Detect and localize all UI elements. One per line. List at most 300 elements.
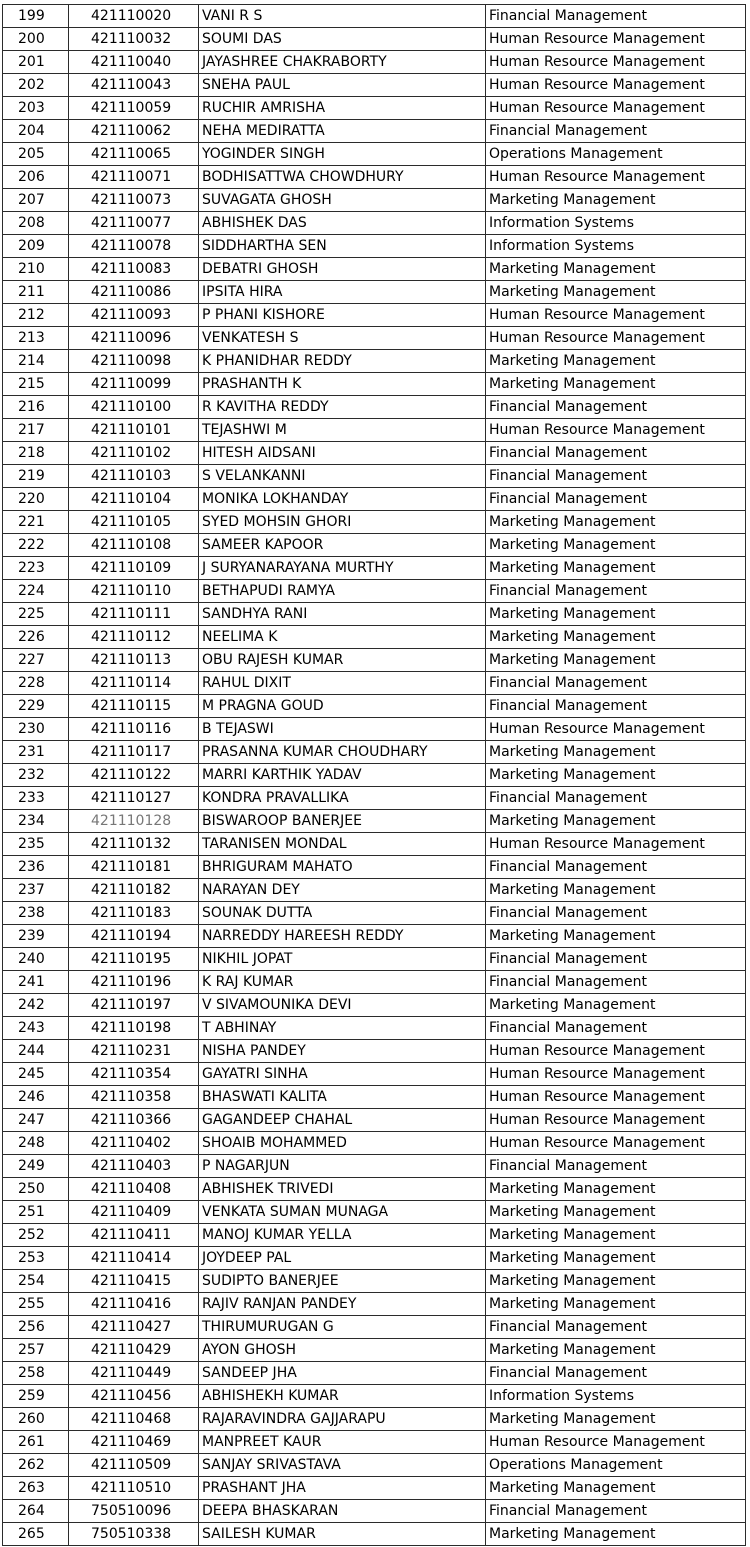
table-row (3, 1109, 746, 1132)
table-row (3, 718, 746, 741)
student-name-cell: HITESH AIDSANI (199, 442, 486, 465)
serial-number-cell: 248 (3, 1132, 69, 1155)
table-body (3, 5, 746, 1546)
specialization-cell: Human Resource Management (486, 419, 746, 442)
specialization-cell: Marketing Management (486, 189, 746, 212)
student-name-cell: PRASHANTH K (199, 373, 486, 396)
roll-number-cell: 421110198 (69, 1017, 199, 1040)
table-row (3, 1040, 746, 1063)
table-row (3, 28, 746, 51)
serial-number-cell: 243 (3, 1017, 69, 1040)
table-row (3, 488, 746, 511)
student-name-cell: SHOAIB MOHAMMED (199, 1132, 486, 1155)
specialization-cell: Human Resource Management (486, 51, 746, 74)
table-row (3, 580, 746, 603)
specialization-cell: Marketing Management (486, 1224, 746, 1247)
table-row (3, 603, 746, 626)
roll-number-cell: 421110043 (69, 74, 199, 97)
student-name-cell: GAYATRI SINHA (199, 1063, 486, 1086)
roll-number-cell: 421110408 (69, 1178, 199, 1201)
roll-number-cell: 421110197 (69, 994, 199, 1017)
serial-number-cell: 251 (3, 1201, 69, 1224)
roll-number-cell: 421110456 (69, 1385, 199, 1408)
roll-number-cell: 421110104 (69, 488, 199, 511)
serial-number-cell: 216 (3, 396, 69, 419)
student-name-cell: K RAJ KUMAR (199, 971, 486, 994)
student-name-cell: SIDDHARTHA SEN (199, 235, 486, 258)
specialization-cell: Financial Management (486, 1017, 746, 1040)
table-row (3, 1431, 746, 1454)
student-name-cell: VANI R S (199, 5, 486, 28)
specialization-cell: Human Resource Management (486, 166, 746, 189)
table-row (3, 1523, 746, 1546)
serial-number-cell: 230 (3, 718, 69, 741)
specialization-cell: Marketing Management (486, 258, 746, 281)
student-name-cell: RAHUL DIXIT (199, 672, 486, 695)
student-name-cell: SANDEEP JHA (199, 1362, 486, 1385)
student-name-cell: SAILESH KUMAR (199, 1523, 486, 1546)
student-name-cell: BHRIGURAM MAHATO (199, 856, 486, 879)
serial-number-cell: 249 (3, 1155, 69, 1178)
student-name-cell: MANPREET KAUR (199, 1431, 486, 1454)
serial-number-cell: 215 (3, 373, 69, 396)
roll-number-cell: 421110059 (69, 97, 199, 120)
specialization-cell: Marketing Management (486, 534, 746, 557)
serial-number-cell: 245 (3, 1063, 69, 1086)
roll-number-cell: 421110078 (69, 235, 199, 258)
serial-number-cell: 235 (3, 833, 69, 856)
specialization-cell: Human Resource Management (486, 1132, 746, 1155)
serial-number-cell: 223 (3, 557, 69, 580)
serial-number-cell: 257 (3, 1339, 69, 1362)
specialization-cell: Human Resource Management (486, 97, 746, 120)
serial-number-cell: 236 (3, 856, 69, 879)
serial-number-cell: 207 (3, 189, 69, 212)
specialization-cell: Financial Management (486, 856, 746, 879)
roll-number-cell: 421110108 (69, 534, 199, 557)
serial-number-cell: 201 (3, 51, 69, 74)
roll-number-cell: 421110077 (69, 212, 199, 235)
table-row (3, 1178, 746, 1201)
student-name-cell: TARANISEN MONDAL (199, 833, 486, 856)
serial-number-cell: 265 (3, 1523, 69, 1546)
roll-number-cell: 421110132 (69, 833, 199, 856)
student-name-cell: OBU RAJESH KUMAR (199, 649, 486, 672)
student-name-cell: DEEPA BHASKARAN (199, 1500, 486, 1523)
roll-number-cell: 421110062 (69, 120, 199, 143)
student-name-cell: AYON GHOSH (199, 1339, 486, 1362)
table-row (3, 649, 746, 672)
student-name-cell: NEELIMA K (199, 626, 486, 649)
serial-number-cell: 234 (3, 810, 69, 833)
table-row (3, 1086, 746, 1109)
serial-number-cell: 217 (3, 419, 69, 442)
serial-number-cell: 204 (3, 120, 69, 143)
serial-number-cell: 219 (3, 465, 69, 488)
specialization-cell: Marketing Management (486, 1178, 746, 1201)
roll-number-cell: 421110183 (69, 902, 199, 925)
student-name-cell: J SURYANARAYANA MURTHY (199, 557, 486, 580)
table-row (3, 833, 746, 856)
serial-number-cell: 218 (3, 442, 69, 465)
roll-number-cell: 421110127 (69, 787, 199, 810)
serial-number-cell: 226 (3, 626, 69, 649)
table-row (3, 810, 746, 833)
student-name-cell: S VELANKANNI (199, 465, 486, 488)
roll-number-cell: 421110102 (69, 442, 199, 465)
serial-number-cell: 255 (3, 1293, 69, 1316)
table-row (3, 442, 746, 465)
specialization-cell: Financial Management (486, 902, 746, 925)
specialization-cell: Marketing Management (486, 603, 746, 626)
table-row (3, 948, 746, 971)
student-name-cell: JAYASHREE CHAKRABORTY (199, 51, 486, 74)
student-name-cell: SUDIPTO BANERJEE (199, 1270, 486, 1293)
student-name-cell: RAJIV RANJAN PANDEY (199, 1293, 486, 1316)
student-name-cell: SOUMI DAS (199, 28, 486, 51)
student-name-cell: RAJARAVINDRA GAJJARAPU (199, 1408, 486, 1431)
student-name-cell: SANDHYA RANI (199, 603, 486, 626)
roll-number-cell: 750510096 (69, 1500, 199, 1523)
table-row (3, 856, 746, 879)
table-row (3, 281, 746, 304)
specialization-cell: Human Resource Management (486, 74, 746, 97)
serial-number-cell: 253 (3, 1247, 69, 1270)
student-name-cell: PRASANNA KUMAR CHOUDHARY (199, 741, 486, 764)
student-name-cell: KONDRA PRAVALLIKA (199, 787, 486, 810)
specialization-cell: Human Resource Management (486, 1431, 746, 1454)
table-row (3, 465, 746, 488)
serial-number-cell: 229 (3, 695, 69, 718)
table-row (3, 1339, 746, 1362)
roll-number-cell: 421110073 (69, 189, 199, 212)
student-name-cell: T ABHINAY (199, 1017, 486, 1040)
serial-number-cell: 220 (3, 488, 69, 511)
serial-number-cell: 221 (3, 511, 69, 534)
roll-number-cell: 421110429 (69, 1339, 199, 1362)
roll-number-cell: 421110112 (69, 626, 199, 649)
table-row (3, 787, 746, 810)
specialization-cell: Financial Management (486, 1500, 746, 1523)
specialization-cell: Financial Management (486, 442, 746, 465)
serial-number-cell: 224 (3, 580, 69, 603)
specialization-cell: Human Resource Management (486, 28, 746, 51)
table-row (3, 373, 746, 396)
table-row (3, 74, 746, 97)
roll-number-cell: 421110111 (69, 603, 199, 626)
roll-number-cell: 421110414 (69, 1247, 199, 1270)
table-row (3, 971, 746, 994)
table-row (3, 350, 746, 373)
roll-number-cell: 421110105 (69, 511, 199, 534)
specialization-cell: Human Resource Management (486, 1086, 746, 1109)
student-name-cell: SANJAY SRIVASTAVA (199, 1454, 486, 1477)
table-row (3, 557, 746, 580)
table-row (3, 1270, 746, 1293)
roll-number-cell: 421110109 (69, 557, 199, 580)
serial-number-cell: 246 (3, 1086, 69, 1109)
table-row (3, 419, 746, 442)
roll-number-cell: 421110510 (69, 1477, 199, 1500)
roll-number-cell: 421110196 (69, 971, 199, 994)
table-row (3, 396, 746, 419)
table-row (3, 741, 746, 764)
serial-number-cell: 214 (3, 350, 69, 373)
student-name-cell: K PHANIDHAR REDDY (199, 350, 486, 373)
table-row (3, 879, 746, 902)
roll-number-cell: 421110114 (69, 672, 199, 695)
student-name-cell: NARREDDY HAREESH REDDY (199, 925, 486, 948)
roll-number-cell: 421110110 (69, 580, 199, 603)
roll-number-cell: 421110116 (69, 718, 199, 741)
specialization-cell: Human Resource Management (486, 718, 746, 741)
student-name-cell: NIKHIL JOPAT (199, 948, 486, 971)
student-name-cell: VENKATA SUMAN MUNAGA (199, 1201, 486, 1224)
specialization-cell: Financial Management (486, 971, 746, 994)
serial-number-cell: 202 (3, 74, 69, 97)
student-specialization-table (2, 4, 746, 1546)
serial-number-cell: 239 (3, 925, 69, 948)
student-name-cell: R KAVITHA REDDY (199, 396, 486, 419)
roll-number-cell: 421110366 (69, 1109, 199, 1132)
student-name-cell: SAMEER KAPOOR (199, 534, 486, 557)
serial-number-cell: 209 (3, 235, 69, 258)
specialization-cell: Financial Management (486, 1155, 746, 1178)
specialization-cell: Information Systems (486, 235, 746, 258)
specialization-cell: Marketing Management (486, 1339, 746, 1362)
roll-number-cell: 421110096 (69, 327, 199, 350)
serial-number-cell: 206 (3, 166, 69, 189)
specialization-cell: Financial Management (486, 488, 746, 511)
student-name-cell: BODHISATTWA CHOWDHURY (199, 166, 486, 189)
table-row (3, 672, 746, 695)
specialization-cell: Financial Management (486, 465, 746, 488)
roll-number-cell: 421110101 (69, 419, 199, 442)
student-name-cell: ABHISHEK TRIVEDI (199, 1178, 486, 1201)
specialization-cell: Operations Management (486, 143, 746, 166)
roll-number-cell: 421110416 (69, 1293, 199, 1316)
serial-number-cell: 241 (3, 971, 69, 994)
serial-number-cell: 258 (3, 1362, 69, 1385)
specialization-cell: Information Systems (486, 212, 746, 235)
roll-number-cell: 421110032 (69, 28, 199, 51)
roll-number-cell: 421110182 (69, 879, 199, 902)
serial-number-cell: 238 (3, 902, 69, 925)
specialization-cell: Information Systems (486, 1385, 746, 1408)
roll-number-cell: 421110354 (69, 1063, 199, 1086)
student-name-cell: P NAGARJUN (199, 1155, 486, 1178)
roll-number-cell: 421110122 (69, 764, 199, 787)
specialization-cell: Financial Management (486, 120, 746, 143)
roll-number-cell: 421110403 (69, 1155, 199, 1178)
specialization-cell: Marketing Management (486, 626, 746, 649)
specialization-cell: Marketing Management (486, 649, 746, 672)
serial-number-cell: 250 (3, 1178, 69, 1201)
specialization-cell: Financial Management (486, 396, 746, 419)
serial-number-cell: 237 (3, 879, 69, 902)
serial-number-cell: 199 (3, 5, 69, 28)
specialization-cell: Human Resource Management (486, 1040, 746, 1063)
specialization-cell: Marketing Management (486, 1201, 746, 1224)
student-name-cell: JOYDEEP PAL (199, 1247, 486, 1270)
specialization-cell: Financial Management (486, 672, 746, 695)
specialization-cell: Marketing Management (486, 764, 746, 787)
specialization-cell: Financial Management (486, 695, 746, 718)
specialization-cell: Marketing Management (486, 810, 746, 833)
specialization-cell: Marketing Management (486, 557, 746, 580)
serial-number-cell: 247 (3, 1109, 69, 1132)
roll-number-cell: 750510338 (69, 1523, 199, 1546)
table-row (3, 1247, 746, 1270)
roll-number-cell: 421110194 (69, 925, 199, 948)
serial-number-cell: 252 (3, 1224, 69, 1247)
roll-number-cell: 421110093 (69, 304, 199, 327)
student-name-cell: DEBATRI GHOSH (199, 258, 486, 281)
specialization-cell: Marketing Management (486, 281, 746, 304)
roll-number-cell: 421110449 (69, 1362, 199, 1385)
table-row (3, 120, 746, 143)
specialization-cell: Marketing Management (486, 1477, 746, 1500)
roll-number-cell: 421110469 (69, 1431, 199, 1454)
student-name-cell: VENKATESH S (199, 327, 486, 350)
roll-number-cell: 421110509 (69, 1454, 199, 1477)
specialization-cell: Marketing Management (486, 511, 746, 534)
serial-number-cell: 259 (3, 1385, 69, 1408)
roll-number-cell: 421110040 (69, 51, 199, 74)
roll-number-cell: 421110071 (69, 166, 199, 189)
serial-number-cell: 242 (3, 994, 69, 1017)
table-row (3, 695, 746, 718)
student-name-cell: SNEHA PAUL (199, 74, 486, 97)
table-row (3, 5, 746, 28)
specialization-cell: Marketing Management (486, 350, 746, 373)
roll-number-cell: 421110086 (69, 281, 199, 304)
student-name-cell: YOGINDER SINGH (199, 143, 486, 166)
specialization-cell: Financial Management (486, 1316, 746, 1339)
roll-number-cell: 421110427 (69, 1316, 199, 1339)
specialization-cell: Financial Management (486, 787, 746, 810)
specialization-cell: Marketing Management (486, 1270, 746, 1293)
student-name-cell: RUCHIR AMRISHA (199, 97, 486, 120)
serial-number-cell: 264 (3, 1500, 69, 1523)
specialization-cell: Marketing Management (486, 994, 746, 1017)
serial-number-cell: 254 (3, 1270, 69, 1293)
student-name-cell: NARAYAN DEY (199, 879, 486, 902)
student-name-cell: SUVAGATA GHOSH (199, 189, 486, 212)
specialization-cell: Financial Management (486, 948, 746, 971)
table-row (3, 1408, 746, 1431)
student-name-cell: NISHA PANDEY (199, 1040, 486, 1063)
table-row (3, 511, 746, 534)
serial-number-cell: 222 (3, 534, 69, 557)
table-row (3, 1362, 746, 1385)
roll-number-cell: 421110083 (69, 258, 199, 281)
student-name-cell: MANOJ KUMAR YELLA (199, 1224, 486, 1247)
serial-number-cell: 232 (3, 764, 69, 787)
student-name-cell: BISWAROOP BANERJEE (199, 810, 486, 833)
serial-number-cell: 211 (3, 281, 69, 304)
student-name-cell: ABHISHEKH KUMAR (199, 1385, 486, 1408)
serial-number-cell: 227 (3, 649, 69, 672)
table-row (3, 1224, 746, 1247)
roll-number-cell: 421110231 (69, 1040, 199, 1063)
roll-number-cell: 421110098 (69, 350, 199, 373)
roll-number-cell: 421110115 (69, 695, 199, 718)
table-row (3, 327, 746, 350)
table-row (3, 1063, 746, 1086)
serial-number-cell: 228 (3, 672, 69, 695)
specialization-cell: Marketing Management (486, 925, 746, 948)
table-row (3, 1293, 746, 1316)
specialization-cell: Operations Management (486, 1454, 746, 1477)
specialization-cell: Human Resource Management (486, 1063, 746, 1086)
table-row (3, 189, 746, 212)
specialization-cell: Financial Management (486, 1362, 746, 1385)
serial-number-cell: 262 (3, 1454, 69, 1477)
table-row (3, 212, 746, 235)
roll-number-cell: 421110065 (69, 143, 199, 166)
table-row (3, 1017, 746, 1040)
specialization-cell: Marketing Management (486, 741, 746, 764)
roll-number-cell: 421110402 (69, 1132, 199, 1155)
roll-number-cell: 421110468 (69, 1408, 199, 1431)
table-row (3, 925, 746, 948)
roll-number-cell: 421110128 (69, 810, 199, 833)
serial-number-cell: 212 (3, 304, 69, 327)
table-row (3, 1454, 746, 1477)
roll-number-cell: 421110415 (69, 1270, 199, 1293)
serial-number-cell: 244 (3, 1040, 69, 1063)
roll-number-cell: 421110103 (69, 465, 199, 488)
table-row (3, 1477, 746, 1500)
specialization-cell: Marketing Management (486, 1247, 746, 1270)
specialization-cell: Marketing Management (486, 1523, 746, 1546)
serial-number-cell: 208 (3, 212, 69, 235)
serial-number-cell: 210 (3, 258, 69, 281)
specialization-cell: Human Resource Management (486, 327, 746, 350)
table-row (3, 626, 746, 649)
serial-number-cell: 240 (3, 948, 69, 971)
student-name-cell: P PHANI KISHORE (199, 304, 486, 327)
student-name-cell: NEHA MEDIRATTA (199, 120, 486, 143)
roll-number-cell: 421110409 (69, 1201, 199, 1224)
student-name-cell: V SIVAMOUNIKA DEVI (199, 994, 486, 1017)
specialization-cell: Financial Management (486, 5, 746, 28)
table-row (3, 1385, 746, 1408)
roll-number-cell: 421110100 (69, 396, 199, 419)
table-row (3, 1132, 746, 1155)
student-name-cell: M PRAGNA GOUD (199, 695, 486, 718)
student-name-cell: SOUNAK DUTTA (199, 902, 486, 925)
serial-number-cell: 225 (3, 603, 69, 626)
roll-number-cell: 421110020 (69, 5, 199, 28)
table-row (3, 994, 746, 1017)
table-row (3, 235, 746, 258)
serial-number-cell: 200 (3, 28, 69, 51)
student-name-cell: GAGANDEEP CHAHAL (199, 1109, 486, 1132)
specialization-cell: Marketing Management (486, 1293, 746, 1316)
roll-number-cell: 421110411 (69, 1224, 199, 1247)
serial-number-cell: 261 (3, 1431, 69, 1454)
student-name-cell: MONIKA LOKHANDAY (199, 488, 486, 511)
student-name-cell: IPSITA HIRA (199, 281, 486, 304)
student-name-cell: TEJASHWI M (199, 419, 486, 442)
table-row (3, 166, 746, 189)
serial-number-cell: 263 (3, 1477, 69, 1500)
roll-number-cell: 421110195 (69, 948, 199, 971)
roll-number-cell: 421110099 (69, 373, 199, 396)
serial-number-cell: 233 (3, 787, 69, 810)
